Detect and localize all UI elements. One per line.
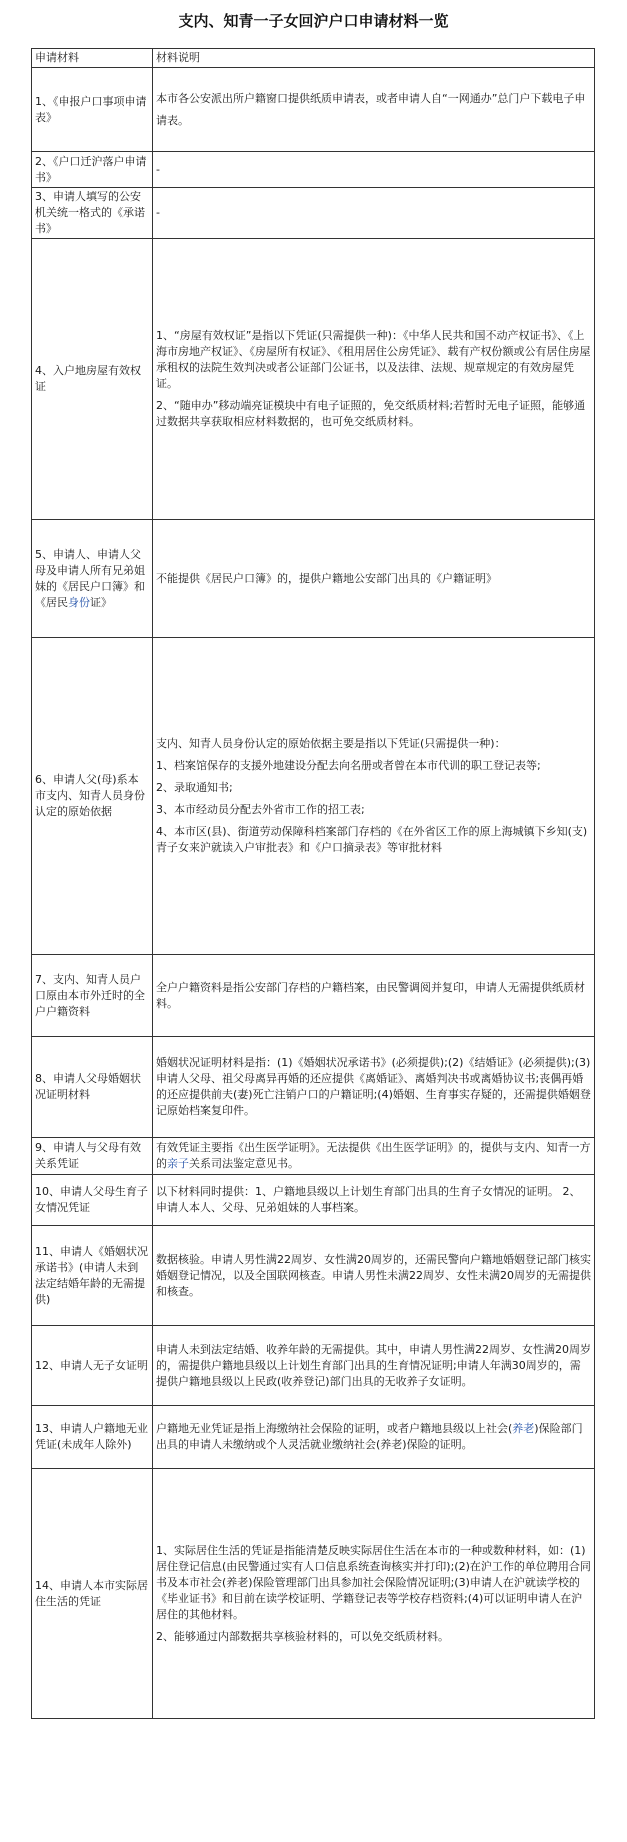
description-paragraph: 2、能够通过内部数据共享核验材料的，可以免交纸质材料。: [156, 1629, 449, 1643]
description-paragraph: 4、本市区(县)、街道劳动保障科档案部门存档的《在外省区工作的原上海城镇下乡知(支)青子女来沪就读入户审批表》和《户口摘录表》等审批材料: [156, 825, 588, 854]
material-name: 8、申请人父母婚姻状况证明材料: [32, 1037, 153, 1138]
table-row: [32, 1037, 595, 1138]
description-paragraph: 2、录取通知书;: [156, 781, 233, 794]
material-description: 申请人未到法定结婚、收养年龄的无需提供。其中，申请人男性满22周岁、女性满20周岁的，需提供户籍地县级以上计划生育部门出具的生育情况证明;申请人年满30周岁的，需提供户籍地县级以上民政(收养登记)部门出具的无收养子女证明。: [153, 1326, 595, 1406]
material-name: 10、申请人父母生育子女情况凭证: [32, 1175, 153, 1226]
table-row: [32, 638, 595, 955]
table-row: [32, 68, 595, 152]
description-paragraph: 1、“房屋有效权证”是指以下凭证(只需提供一种)：《中华人民共和国不动产权证书》、《上海市房地产权证》、《房屋所有权证》、《租用居住公房凭证》、载有产权份额或公有居住房屋承租权的法院生效判决或者公证部门公证书，以及法律、法规、规章规定的有效房屋凭证。: [156, 329, 591, 390]
material-description: -: [153, 188, 595, 239]
material-description: 以下材料同时提供：1、户籍地县级以上计划生育部门出具的生育子女情况的证明。 2、申请人本人、父母、兄弟姐妹的人事档案。: [153, 1175, 595, 1226]
table-row: [32, 1226, 595, 1326]
document-title: 支内、知青一子女回沪户口申请材料一览: [178, 12, 449, 30]
material-description: 全户户籍资料是指公安部门存档的户籍档案，由民警调阅并复印，申请人无需提供纸质材料。: [153, 955, 595, 1037]
material-name: 3、申请人填写的公安机关统一格式的《承诺书》: [32, 188, 153, 239]
material-name: 11、申请人《婚姻状况承诺书》(申请人未到法定结婚年龄的无需提供): [32, 1226, 153, 1326]
material-description: [153, 638, 595, 955]
table-row: [32, 520, 595, 638]
material-name: 5、申请人、申请人父母及申请人所有兄弟姐妹的《居民户口簿》和《居民身份证》: [32, 520, 153, 638]
material-description: 不能提供《居民户口簿》的，提供户籍地公安部门出具的《户籍证明》: [153, 520, 595, 638]
material-name: 14、申请人本市实际居住生活的凭证: [32, 1469, 153, 1719]
material-name: 1、《申报户口事项申请表》: [32, 68, 153, 152]
identity-card-link[interactable]: 身份: [68, 595, 90, 609]
description-paragraph: 1、实际居住生活的凭证是指能清楚反映实际居住生活在本市的一种或数种材料，如：(1)居住登记信息(由民警通过实有人口信息系统查询核实并打印);(2)在沪工作的单位聘用合同书及本市社会(养老)保险管理部门出具参加社会保险情况证明;(3)申请人在沪就读学校的《毕业证书》和目前在读学校证明、学籍登记表等学校存档资料;(4)可以证明申请人在沪居住的其他材料。: [156, 1543, 591, 1621]
material-name: 13、申请人户籍地无业凭证(未成年人除外): [32, 1406, 153, 1469]
description-paragraph: 1、档案馆保存的支援外地建设分配去向名册或者曾在本市代训的职工登记表等;: [156, 759, 541, 772]
material-description: 有效凭证主要指《出生医学证明》。无法提供《出生医学证明》的，提供与支内、知青一方的亲子关系司法鉴定意见书。: [153, 1138, 595, 1175]
materials-table: [31, 48, 595, 1719]
description-paragraph: 支内、知青人员身份认定的原始依据主要是指以下凭证(只需提供一种)：: [156, 737, 506, 750]
material-name: 12、申请人无子女证明: [32, 1326, 153, 1406]
material-name: 4、入户地房屋有效权证: [32, 239, 153, 520]
material-name: 2、《户口迁沪落户申请书》: [32, 152, 153, 188]
header-description: 材料说明: [153, 49, 595, 68]
table-row: [32, 955, 595, 1037]
material-name: 9、申请人与父母有效关系凭证: [32, 1138, 153, 1175]
table-row: [32, 239, 595, 520]
table-row: [32, 1469, 595, 1719]
material-description: -: [153, 152, 595, 188]
table-row: [32, 1138, 595, 1175]
table-row: [32, 1406, 595, 1469]
table-row: [32, 1175, 595, 1226]
material-description: 数据核验。申请人男性满22周岁、女性满20周岁的，还需民警向户籍地婚姻登记部门核实婚姻登记情况，以及全国联网核查。申请人男性未满22周岁、女性未满20周岁的无需提供和核查。: [153, 1226, 595, 1326]
kinship-link[interactable]: 亲子: [167, 1157, 189, 1170]
description-paragraph: 2、“随申办”移动端亮证模块中有电子证照的，免交纸质材料;若暂时无电子证照，能够通过数据共享获取相应材料数据的，也可免交纸质材料。: [156, 399, 586, 428]
description-paragraph: 3、本市经动员分配去外省市工作的招工表;: [156, 803, 365, 816]
material-description: [153, 1469, 595, 1719]
header-material: 申请材料: [32, 49, 153, 68]
table-row: [32, 188, 595, 239]
material-description: 本市各公安派出所户籍窗口提供纸质申请表，或者申请人自“一网通办”总门户下载电子申请表。: [153, 68, 595, 152]
material-description: [153, 239, 595, 520]
material-description: 婚姻状况证明材料是指：(1)《婚姻状况承诺书》(必须提供);(2)《结婚证》(必须提供);(3)申请人父母、祖父母离异再婚的还应提供《离婚证》、离婚判决书或离婚协议书;丧偶再婚的还应提供前夫(妻)死亡注销户口的户籍证明;(4)婚姻、生育事实存疑的，还需提供婚姻登记原始档案复印件。: [153, 1037, 595, 1138]
table-row: [32, 152, 595, 188]
pension-link[interactable]: 养老: [512, 1422, 535, 1435]
material-name: 7、支内、知青人员户口原由本市外迁时的全户户籍资料: [32, 955, 153, 1037]
table-header-row: [32, 49, 595, 68]
material-description: 户籍地无业凭证是指上海缴纳社会保险的证明，或者户籍地县级以上社会(养老)保险部门出具的申请人未缴纳或个人灵活就业缴纳社会(养老)保险的证明。: [153, 1406, 595, 1469]
table-row: [32, 1326, 595, 1406]
material-name: 6、申请人父(母)系本市支内、知青人员身份认定的原始依据: [32, 638, 153, 955]
